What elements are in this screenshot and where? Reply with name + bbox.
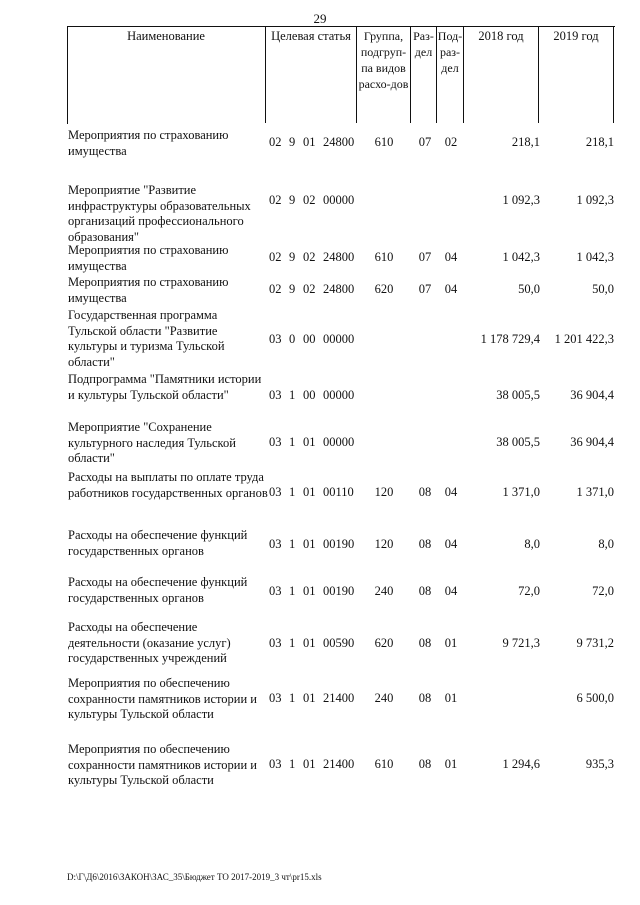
header-year-2018: 2018 год [464, 26, 539, 123]
row-amount-2018: 9 721,3 [502, 636, 540, 650]
code-program: 02 [269, 250, 282, 264]
code-event: 01 [303, 485, 316, 499]
row-amount-2018: 72,0 [518, 584, 540, 598]
header-name: Наименование [67, 26, 266, 123]
row-amount-2018: 50,0 [518, 282, 540, 296]
row-section: 08 [418, 537, 432, 551]
code-event: 02 [303, 282, 316, 296]
footer-file-path: D:\Г\Д6\2016\ЗАКОН\ЗАС_35\Бюджет ТО 2017-2019_3 чт\pr15.xls [67, 872, 322, 882]
row-amount-2018: 38 005,5 [496, 435, 540, 449]
row-name: Мероприятия по страхованию имущества [68, 243, 229, 273]
code-program: 02 [269, 282, 282, 296]
row-name: Мероприятие "Сохранение культурного наследия Тульской области" [68, 420, 236, 466]
row-amount-2018: 218,1 [511, 135, 540, 149]
code-subprogram: 9 [289, 282, 296, 296]
code-direction: 00590 [323, 636, 355, 650]
code-event: 01 [303, 757, 316, 771]
code-program: 03 [269, 584, 282, 598]
code-subprogram: 1 [289, 636, 296, 650]
header-target-article: Целевая статья [266, 26, 357, 123]
row-subsection: 04 [444, 250, 458, 264]
code-direction: 00000 [323, 435, 355, 449]
row-group: 620 [374, 282, 394, 296]
code-event: 01 [303, 636, 316, 650]
code-direction: 24800 [323, 250, 355, 264]
row-group: 120 [374, 485, 394, 499]
row-subsection: 02 [444, 135, 458, 149]
row-name: Расходы на обеспечение функций государственных органов [68, 575, 248, 605]
code-direction: 00110 [323, 485, 354, 499]
row-amount-2019: 1 042,3 [576, 250, 614, 264]
row-name: Мероприятия по обеспечению сохранности памятников истории и культуры Тульской области [68, 742, 257, 788]
row-subsection: 04 [444, 584, 458, 598]
row-amount-2018: 38 005,5 [496, 388, 540, 402]
code-direction: 00000 [323, 388, 355, 402]
code-event: 02 [303, 193, 316, 207]
page-number: 29 [313, 11, 327, 26]
row-section: 08 [418, 584, 432, 598]
code-event: 00 [303, 332, 316, 346]
code-program: 03 [269, 485, 282, 499]
code-subprogram: 1 [289, 435, 296, 449]
row-name: Расходы на обеспечение деятельности (оказание услуг) государственных учреждений [68, 620, 231, 666]
code-program: 03 [269, 691, 282, 705]
code-program: 03 [269, 435, 282, 449]
row-amount-2019: 935,3 [585, 757, 614, 771]
row-subsection: 01 [444, 757, 458, 771]
code-subprogram: 1 [289, 485, 296, 499]
row-name: Расходы на выплаты по оплате труда работников государственных органов [68, 470, 268, 500]
row-amount-2018: 1 294,6 [502, 757, 540, 771]
row-section: 08 [418, 757, 432, 771]
row-amount-2019: 72,0 [592, 584, 614, 598]
code-event: 01 [303, 135, 316, 149]
code-program: 03 [269, 388, 282, 402]
row-section: 07 [418, 135, 432, 149]
row-amount-2019: 36 904,4 [570, 388, 614, 402]
code-program: 03 [269, 757, 282, 771]
row-section: 07 [418, 250, 432, 264]
code-direction: 24800 [323, 135, 355, 149]
row-name: Расходы на обеспечение функций государственных органов [68, 528, 248, 558]
code-subprogram: 9 [289, 135, 296, 149]
row-amount-2019: 8,0 [598, 537, 614, 551]
code-direction: 00190 [323, 537, 355, 551]
code-direction: 21400 [323, 757, 355, 771]
code-event: 01 [303, 691, 316, 705]
row-amount-2019: 9 731,2 [576, 636, 614, 650]
code-direction: 00190 [323, 584, 355, 598]
row-name: Государственная программа Тульской области "Развитие культуры и туризма Тульской области" [68, 308, 225, 369]
row-section: 07 [418, 282, 432, 296]
code-event: 01 [303, 435, 316, 449]
row-group: 240 [374, 691, 394, 705]
row-group: 620 [374, 636, 394, 650]
row-subsection: 04 [444, 485, 458, 499]
code-direction: 00000 [323, 332, 355, 346]
header-group: Группа, подгруп-па видов расхо-дов [357, 26, 411, 123]
row-group: 240 [374, 584, 394, 598]
code-subprogram: 9 [289, 250, 296, 264]
code-subprogram: 1 [289, 388, 296, 402]
row-amount-2019: 50,0 [592, 282, 614, 296]
header-subsection: Под-раз-дел [437, 26, 464, 123]
code-subprogram: 0 [289, 332, 296, 346]
code-subprogram: 1 [289, 757, 296, 771]
code-subprogram: 1 [289, 584, 296, 598]
row-subsection: 01 [444, 691, 458, 705]
row-name: Подпрограмма "Памятники истории и культуры Тульской области" [68, 372, 262, 402]
header-section: Раз-дел [411, 26, 437, 123]
code-direction: 24800 [323, 282, 355, 296]
row-amount-2018: 8,0 [524, 537, 540, 551]
code-program: 03 [269, 537, 282, 551]
row-amount-2018: 1 371,0 [502, 485, 540, 499]
code-event: 00 [303, 388, 316, 402]
code-direction: 00000 [323, 193, 355, 207]
row-amount-2018: 1 092,3 [502, 193, 540, 207]
row-amount-2018: 1 178 729,4 [480, 332, 540, 346]
row-amount-2019: 1 092,3 [576, 193, 614, 207]
code-program: 03 [269, 332, 282, 346]
row-amount-2019: 6 500,0 [576, 691, 614, 705]
row-name: Мероприятие "Развитие инфраструктуры образовательных организаций профессионального образования" [68, 183, 251, 244]
code-program: 02 [269, 193, 282, 207]
code-event: 02 [303, 250, 316, 264]
row-section: 08 [418, 636, 432, 650]
row-amount-2018: 1 042,3 [502, 250, 540, 264]
row-amount-2019: 1 201 422,3 [554, 332, 614, 346]
code-direction: 21400 [323, 691, 355, 705]
code-subprogram: 9 [289, 193, 296, 207]
code-event: 01 [303, 584, 316, 598]
header-year-2019: 2019 год [539, 26, 614, 123]
code-subprogram: 1 [289, 691, 296, 705]
row-amount-2019: 218,1 [585, 135, 614, 149]
row-group: 610 [374, 250, 394, 264]
row-group: 610 [374, 757, 394, 771]
row-name: Мероприятия по страхованию имущества [68, 275, 229, 305]
row-name: Мероприятия по обеспечению сохранности памятников истории и культуры Тульской области [68, 676, 257, 722]
row-group: 120 [374, 537, 394, 551]
row-name: Мероприятия по страхованию имущества [68, 128, 229, 158]
row-group: 610 [374, 135, 394, 149]
code-program: 03 [269, 636, 282, 650]
row-amount-2019: 1 371,0 [576, 485, 614, 499]
row-section: 08 [418, 691, 432, 705]
code-program: 02 [269, 135, 282, 149]
row-section: 08 [418, 485, 432, 499]
row-subsection: 04 [444, 282, 458, 296]
row-subsection: 01 [444, 636, 458, 650]
row-amount-2019: 36 904,4 [570, 435, 614, 449]
row-subsection: 04 [444, 537, 458, 551]
code-subprogram: 1 [289, 537, 296, 551]
code-event: 01 [303, 537, 316, 551]
